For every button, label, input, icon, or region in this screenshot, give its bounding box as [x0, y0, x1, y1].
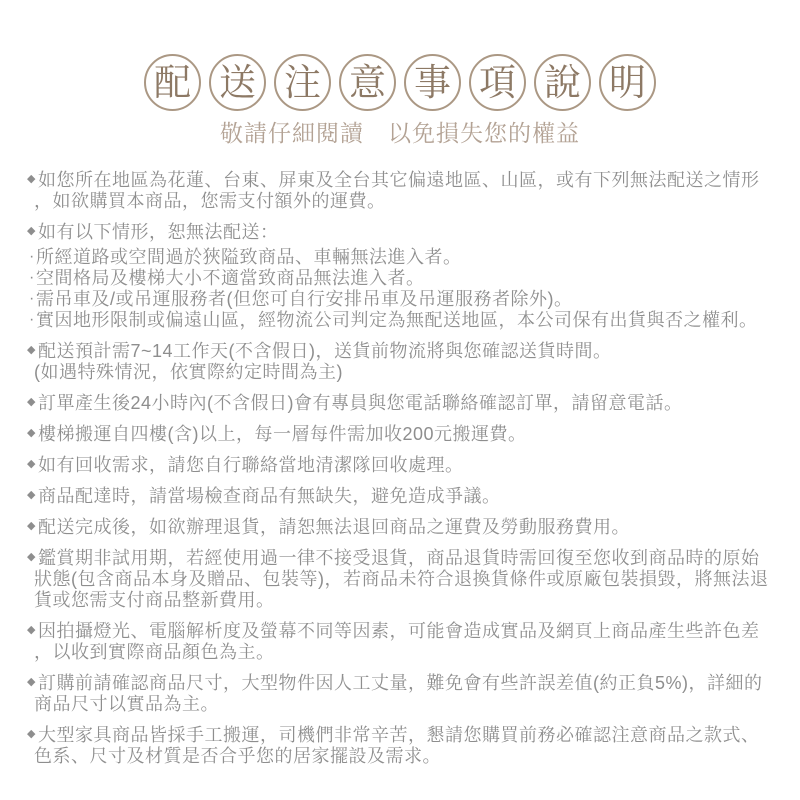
note-line-text: 樓梯搬運自四樓(含)以上，每一層每件需加收200元搬運費。: [38, 424, 527, 444]
diamond-bullet-icon: ◆: [27, 624, 36, 636]
diamond-bullet-icon: ◆: [27, 225, 36, 237]
page-title-circles: [0, 0, 800, 111]
diamond-bullet-icon: ◆: [27, 520, 36, 532]
note-line-text: 如您所在地區為花蓮、台東、屏東及全台其它偏遠地區、山區，或有下列無法配送之情形: [38, 170, 760, 190]
note-line-text: 實因地形限制或偏遠山區，經物流公司判定為無配送地區，本公司保有出貨與否之權利。: [36, 310, 758, 330]
note-item: [28, 222, 776, 331]
title-circle: 說: [534, 54, 591, 111]
note-item: [28, 725, 776, 767]
title-circle: 明: [599, 54, 656, 111]
diamond-bullet-icon: ◆: [27, 173, 36, 185]
title-circle: 配: [144, 54, 201, 111]
dot-bullet-icon: ·: [29, 269, 35, 286]
note-line-text: ，如欲購買本商品，您需支付額外的運費。: [34, 191, 386, 211]
note-cont-line: [28, 694, 776, 715]
note-line-text: 配送預計需7~14工作天(不含假日)，送貨前物流將與您確認送貨時間。: [38, 341, 612, 361]
note-first-line: [28, 455, 776, 476]
note-item: [28, 548, 776, 611]
note-cont-line: [28, 590, 776, 611]
note-first-line: [28, 393, 776, 414]
note-line-text: 大型家具商品皆採手工搬運，司機們非常辛苦，懇請您購買前務必確認注意商品之款式、: [38, 725, 760, 745]
note-first-line: [28, 170, 776, 191]
note-item: [28, 673, 776, 715]
note-sub-line: [28, 310, 776, 331]
diamond-bullet-icon: ◆: [27, 344, 36, 356]
note-first-line: [28, 341, 776, 362]
note-first-line: [28, 673, 776, 694]
note-line-text: 色系、尺寸及材質是否合乎您的居家擺設及需求。: [34, 746, 441, 766]
note-line-text: 如有回收需求，請您自行聯絡當地清潔隊回收處理。: [38, 455, 464, 475]
title-circle: 注: [274, 54, 331, 111]
note-line-text: 訂購前請確認商品尺寸，大型物件因人工丈量，難免會有些許誤差值(約正負5%)，詳細的: [38, 673, 763, 693]
diamond-bullet-icon: ◆: [27, 551, 36, 563]
diamond-bullet-icon: ◆: [27, 489, 36, 501]
note-line-text: 鑑賞期非試用期，若經使用過一律不接受退貨，商品退貨時需回復至您收到商品時的原始: [38, 548, 760, 568]
diamond-bullet-icon: ◆: [27, 728, 36, 740]
notes-list: [0, 170, 800, 767]
diamond-bullet-icon: ◆: [27, 676, 36, 688]
diamond-bullet-icon: ◆: [27, 396, 36, 408]
title-circle: 事: [404, 54, 461, 111]
note-item: [28, 341, 776, 383]
note-line-text: 訂單產生後24小時內(不含假日)會有專員與您電話聯絡確認訂單，請留意電話。: [38, 393, 683, 413]
note-item: [28, 517, 776, 538]
note-line-text: 商品配達時，請當場檢查商品有無缺失，避免造成爭議。: [38, 486, 501, 506]
note-line-text: 商品尺寸以實品為主。: [34, 694, 219, 714]
title-circle: 意: [339, 54, 396, 111]
note-cont-line: [28, 746, 776, 767]
note-item: [28, 455, 776, 476]
note-first-line: [28, 517, 776, 538]
note-item: [28, 424, 776, 445]
note-cont-line: [28, 191, 776, 212]
note-line-text: 需吊車及/或吊運服務者(但您可自行安排吊車及吊運服務者除外)。: [36, 289, 573, 309]
note-sub-line: [28, 289, 776, 310]
note-first-line: [28, 486, 776, 507]
note-cont-line: [28, 569, 776, 590]
note-line-text: 貨或您需支付商品整新費用。: [34, 590, 275, 610]
title-circle: 送: [209, 54, 266, 111]
title-circle: 項: [469, 54, 526, 111]
note-item: [28, 393, 776, 414]
note-first-line: [28, 725, 776, 746]
dot-bullet-icon: ·: [29, 311, 35, 328]
note-line-text: 配送完成後，如欲辦理退貨，請恕無法退回商品之運費及勞動服務費用。: [38, 517, 630, 537]
diamond-bullet-icon: ◆: [27, 458, 36, 470]
note-item: [28, 486, 776, 507]
note-first-line: [28, 548, 776, 569]
note-cont-line: [28, 362, 776, 383]
note-line-text: ，以收到實際商品顏色為主。: [34, 642, 275, 662]
note-sub-line: [28, 247, 776, 268]
note-sub-line: [28, 268, 776, 289]
dot-bullet-icon: ·: [29, 248, 35, 265]
note-line-text: (如遇特殊情況，依實際約定時間為主): [34, 362, 343, 382]
page-subtitle: 敬請仔細閱讀 以免損失您的權益: [220, 120, 580, 146]
note-line-text: 所經道路或空間過於狹隘致商品、車輛無法進入者。: [36, 247, 462, 267]
note-line-text: 如有以下情形，恕無法配送：: [38, 222, 279, 242]
note-first-line: [28, 621, 776, 642]
note-item: [28, 621, 776, 663]
note-line-text: 因拍攝燈光、電腦解析度及螢幕不同等因素，可能會造成實品及網頁上商品產生些許色差: [38, 621, 760, 641]
note-cont-line: [28, 642, 776, 663]
diamond-bullet-icon: ◆: [27, 427, 36, 439]
note-line-text: 空間格局及樓梯大小不適當致商品無法進入者。: [36, 268, 425, 288]
dot-bullet-icon: ·: [29, 290, 35, 307]
note-line-text: 狀態(包含商品本身及贈品、包裝等)，若商品未符合退換貨條件或原廠包裝損毀，將無法退: [34, 569, 769, 589]
note-item: [28, 170, 776, 212]
note-first-line: [28, 424, 776, 445]
note-first-line: [28, 222, 776, 243]
